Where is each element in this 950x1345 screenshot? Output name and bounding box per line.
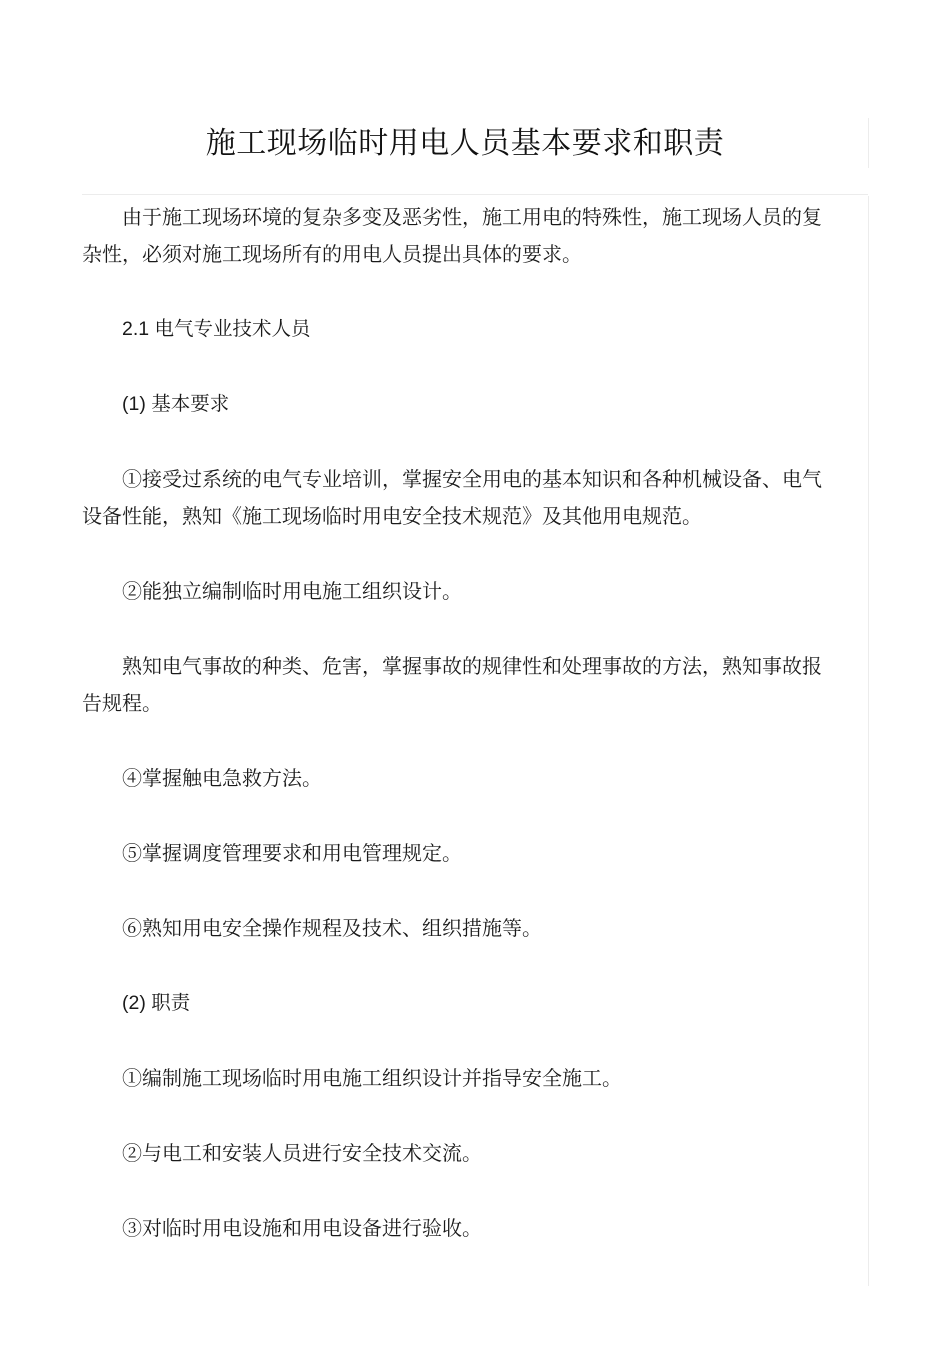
duty-item-2: ②与电工和安装人员进行安全技术交流。 — [122, 1141, 482, 1165]
paragraph-intro: 由于施工现场环境的复杂多变及恶劣性，施工用电的特殊性，施工现场人员的复杂性，必须对施工现场所有的用电人员提出具体的要求。 — [82, 205, 822, 266]
duty-item-1: ①编制施工现场临时用电施工组织设计并指导安全施工。 — [122, 1066, 622, 1090]
requirement-item-4: ④掌握触电急救方法。 — [122, 766, 322, 790]
content-right-rule — [868, 196, 869, 1286]
document-title: 施工现场临时用电人员基本要求和职责 — [205, 126, 725, 161]
requirement-item-5: ⑤掌握调度管理要求和用电管理规定。 — [122, 841, 462, 865]
document-body — [82, 199, 822, 1247]
duty-item-3: ③对临时用电设施和用电设备进行验收。 — [122, 1216, 482, 1240]
content-top-rule — [82, 194, 868, 195]
requirement-item-3: 熟知电气事故的种类、危害，掌握事故的规律性和处理事故的方法，熟知事故报告规程。 — [82, 654, 822, 715]
subsection-heading-basic-requirements: (1) 基本要求 — [122, 393, 230, 415]
requirement-item-2: ②能独立编制临时用电施工组织设计。 — [122, 579, 462, 603]
title-side-rule — [868, 118, 869, 168]
section-heading-2-1: 2.1 电气专业技术人员 — [122, 318, 311, 340]
requirement-item-1: ①接受过系统的电气专业培训，掌握安全用电的基本知识和各种机械设备、电气设备性能，熟知《施工现场临时用电安全技术规范》及其他用电规范。 — [82, 467, 822, 528]
subsection-heading-duties: (2) 职责 — [122, 992, 191, 1014]
requirement-item-6: ⑥熟知用电安全操作规程及技术、组织措施等。 — [122, 916, 542, 940]
